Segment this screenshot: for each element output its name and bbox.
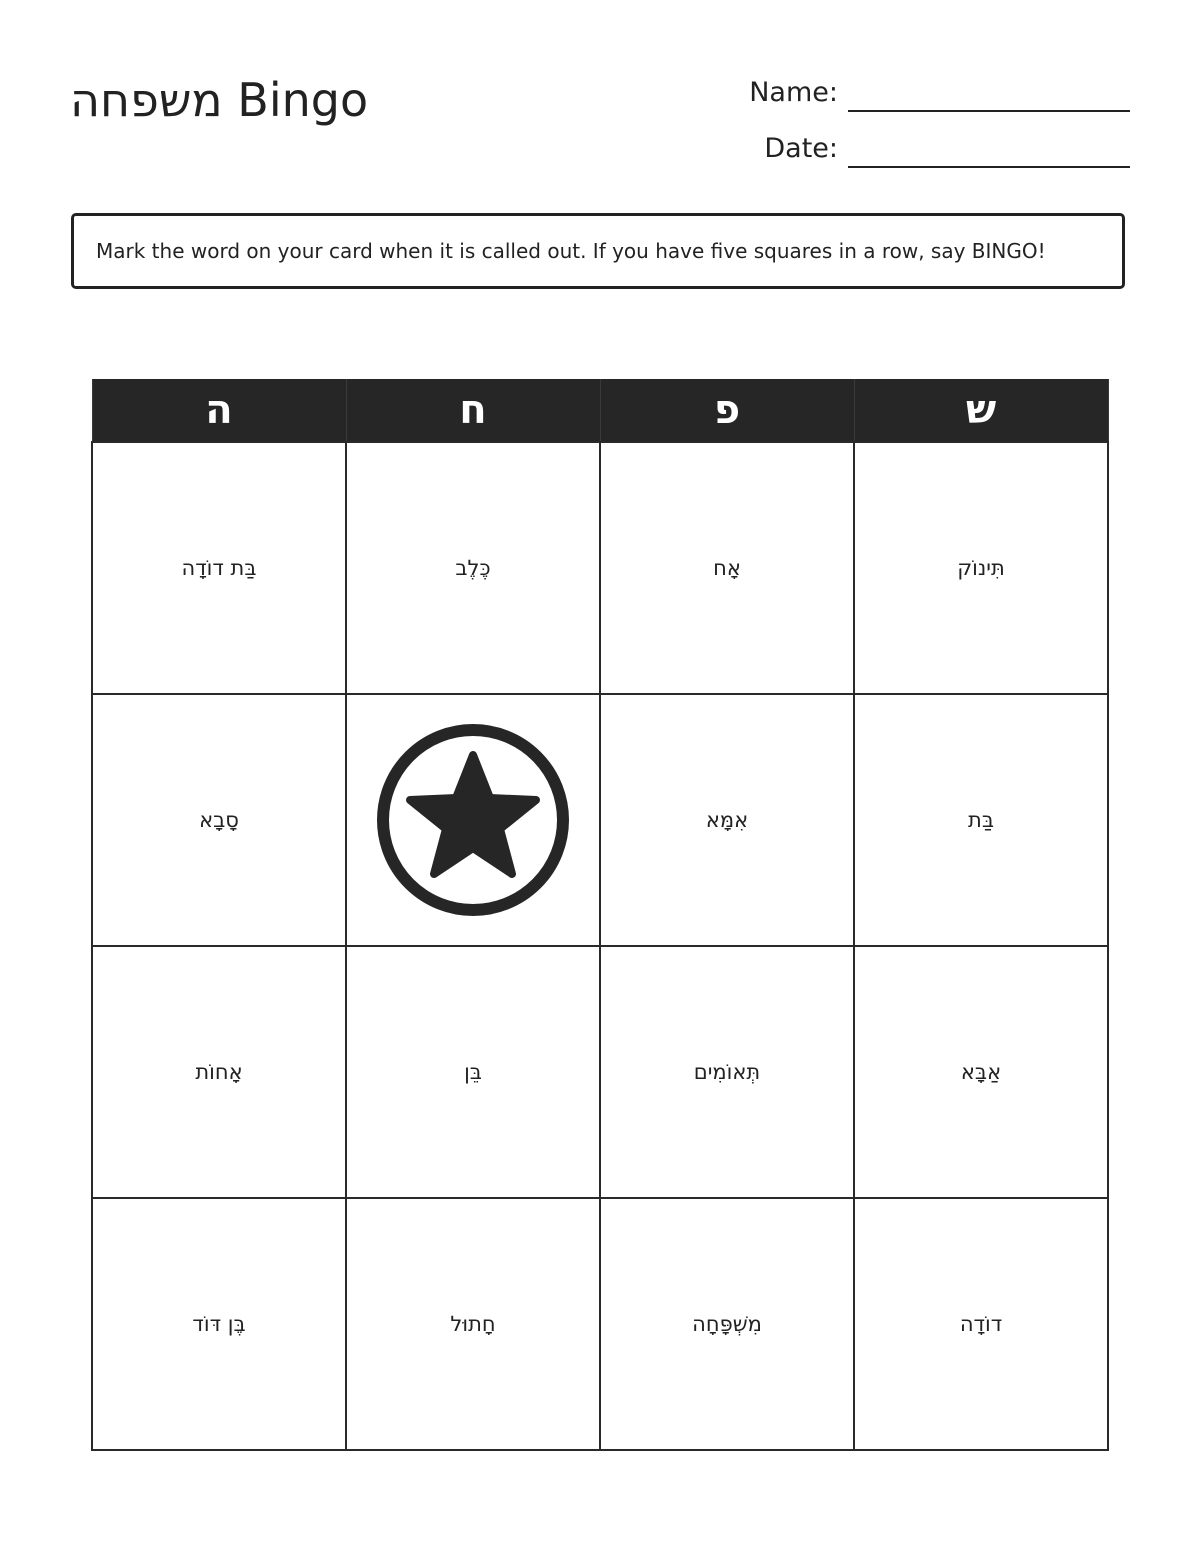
bingo-cell[interactable]: אָח	[600, 442, 854, 694]
bingo-cell[interactable]: תְּאוֹמִים	[600, 946, 854, 1198]
bingo-cell[interactable]: אִמָּא	[600, 694, 854, 946]
star-in-circle-icon	[375, 722, 571, 918]
bingo-cell[interactable]: חָתוּל	[346, 1198, 600, 1450]
bingo-cell[interactable]: אַבָּא	[854, 946, 1108, 1198]
bingo-cell[interactable]: דוֹדָה	[854, 1198, 1108, 1450]
column-header: פ	[600, 379, 854, 442]
bingo-cell[interactable]: אָחוֹת	[92, 946, 346, 1198]
bingo-cell[interactable]: בֶּן דּוֹד	[92, 1198, 346, 1450]
bingo-cell[interactable]: בַּת דוֹדָה	[92, 442, 346, 694]
page-title: משפחה Bingo	[70, 73, 369, 127]
name-label: Name:	[749, 77, 838, 108]
instructions-box	[71, 213, 1125, 289]
date-line[interactable]	[848, 166, 1130, 168]
instructions-text: Mark the word on your card when it is called out. If you have five squares in a row, say BINGO!	[96, 239, 1046, 263]
date-label: Date:	[764, 133, 838, 164]
column-header: ח	[346, 379, 600, 442]
column-header: ש	[854, 379, 1108, 442]
bingo-cell[interactable]: בֵּן	[346, 946, 600, 1198]
date-field	[764, 130, 1130, 168]
bingo-row	[92, 694, 1108, 946]
bingo-cell[interactable]: סָבָא	[92, 694, 346, 946]
bingo-header-row	[92, 379, 1108, 442]
bingo-row	[92, 946, 1108, 1198]
bingo-card	[91, 379, 1109, 1451]
bingo-row	[92, 442, 1108, 694]
bingo-row	[92, 1198, 1108, 1450]
bingo-cell[interactable]: מִשְׁפָּחָה	[600, 1198, 854, 1450]
column-header: ה	[92, 379, 346, 442]
bingo-cell[interactable]: כֶּלֶב	[346, 442, 600, 694]
bingo-cell[interactable]: תִּינוֹק	[854, 442, 1108, 694]
name-line[interactable]	[848, 110, 1130, 112]
bingo-cell[interactable]: בַּת	[854, 694, 1108, 946]
name-field	[749, 74, 1130, 112]
free-space-cell[interactable]	[346, 694, 600, 946]
